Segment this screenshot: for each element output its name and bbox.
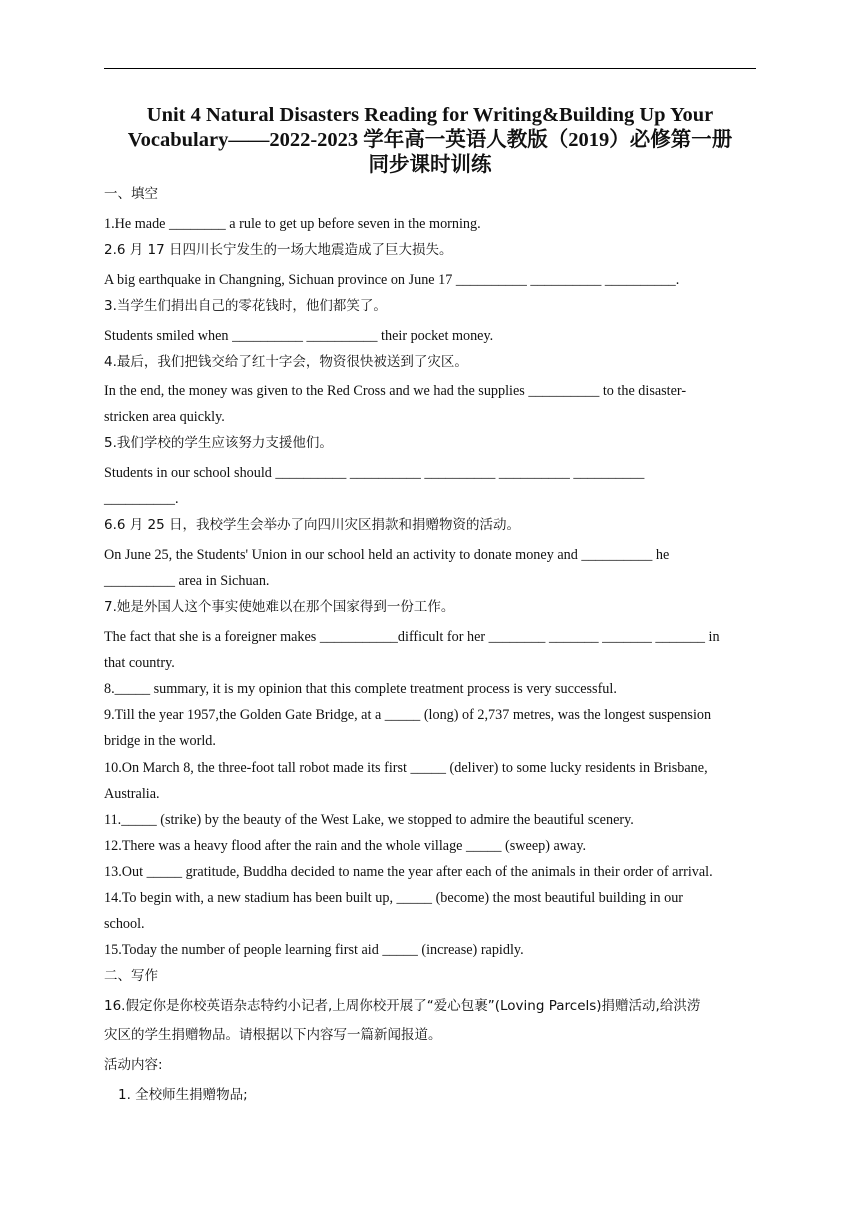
- question-5-english-line-2: __________.: [104, 491, 179, 507]
- question-14-line-1: 14.To begin with, a new stadium has been built up, _____ (become) the most beautiful building in our: [104, 890, 684, 906]
- question-11: 11._____ (strike) by the beauty of the West Lake, we stopped to admire the beautiful scenery.: [104, 812, 634, 828]
- question-4-english-line-1: In the end, the money was given to the Red Cross and we had the supplies __________ to the disaster-: [104, 383, 687, 399]
- question-10-line-1: 10.On March 8, the three-foot tall robot made its first _____ (deliver) to some lucky residents in Brisbane,: [104, 760, 708, 776]
- question-3-english: Students smiled when __________ __________ their pocket money.: [104, 328, 494, 344]
- question-1: 1.He made ________ a rule to get up before seven in the morning.: [104, 216, 481, 232]
- question-7-english-line-1: The fact that she is a foreigner makes ___________difficult for her ________ _______ _______ _______ in: [104, 629, 720, 645]
- section-heading-writing: 二、写作: [104, 968, 158, 984]
- question-7-english-line-2: that country.: [104, 655, 175, 671]
- question-3-chinese: 3.当学生们捐出自己的零花钱时，他们都笑了。: [104, 298, 387, 314]
- question-2-english: A big earthquake in Changning, Sichuan province on June 17 __________ __________ __________.: [104, 272, 680, 288]
- question-6-chinese: 6.6 月 25 日，我校学生会举办了向四川灾区捐款和捐赠物资的活动。: [104, 517, 521, 533]
- question-16-line-2: 灾区的学生捐赠物品。请根据以下内容写一篇新闻报道。: [104, 1027, 442, 1043]
- question-4-english-line-2: stricken area quickly.: [104, 409, 225, 425]
- question-6-english-line-1: On June 25, the Students' Union in our school held an activity to donate money and __________ he: [104, 547, 670, 563]
- question-13: 13.Out _____ gratitude, Buddha decided to name the year after each of the animals in their order of arrival.: [104, 864, 713, 880]
- section-heading-fill-in: 一、填空: [104, 186, 158, 202]
- question-12: 12.There was a heavy flood after the rain and the whole village _____ (sweep) away.: [104, 838, 587, 854]
- question-9-line-2: bridge in the world.: [104, 733, 216, 749]
- top-divider: [104, 68, 756, 69]
- question-8: 8._____ summary, it is my opinion that this complete treatment process is very successful.: [104, 681, 617, 697]
- title-line-1: Unit 4 Natural Disasters Reading for Writing&Building Up Your: [146, 104, 714, 126]
- title-line-3: 同步课时训练: [368, 154, 492, 176]
- question-9-line-1: 9.Till the year 1957,the Golden Gate Bridge, at a _____ (long) of 2,737 metres, was the longest suspension: [104, 707, 712, 723]
- question-5-chinese: 5.我们学校的学生应该努力支援他们。: [104, 435, 333, 451]
- document-title: [96, 103, 764, 178]
- question-15: 15.Today the number of people learning first aid _____ (increase) rapidly.: [104, 942, 524, 958]
- title-line-2: Vocabulary——2022-2023 学年高一英语人教版（2019）必修第一册: [127, 129, 733, 151]
- activity-item-1: 1. 全校师生捐赠物品;: [118, 1087, 248, 1103]
- question-14-line-2: school.: [104, 916, 145, 932]
- question-4-chinese: 4.最后，我们把钱交给了红十字会，物资很快被送到了灾区。: [104, 354, 468, 370]
- question-16-line-1: 16.假定你是你校英语杂志特约小记者,上周你校开展了“爱心包裹”(Loving Parcels)捐赠活动,给洪涝: [104, 998, 701, 1014]
- question-7-chinese: 7.她是外国人这个事实使她难以在那个国家得到一份工作。: [104, 599, 455, 615]
- activity-label: 活动内容:: [104, 1057, 163, 1073]
- question-2-chinese: 2.6 月 17 日四川长宁发生的一场大地震造成了巨大损失。: [104, 242, 453, 258]
- question-10-line-2: Australia.: [104, 786, 160, 802]
- question-5-english-line-1: Students in our school should __________ __________ __________ __________ __________: [104, 465, 645, 481]
- question-6-english-line-2: __________ area in Sichuan.: [104, 573, 270, 589]
